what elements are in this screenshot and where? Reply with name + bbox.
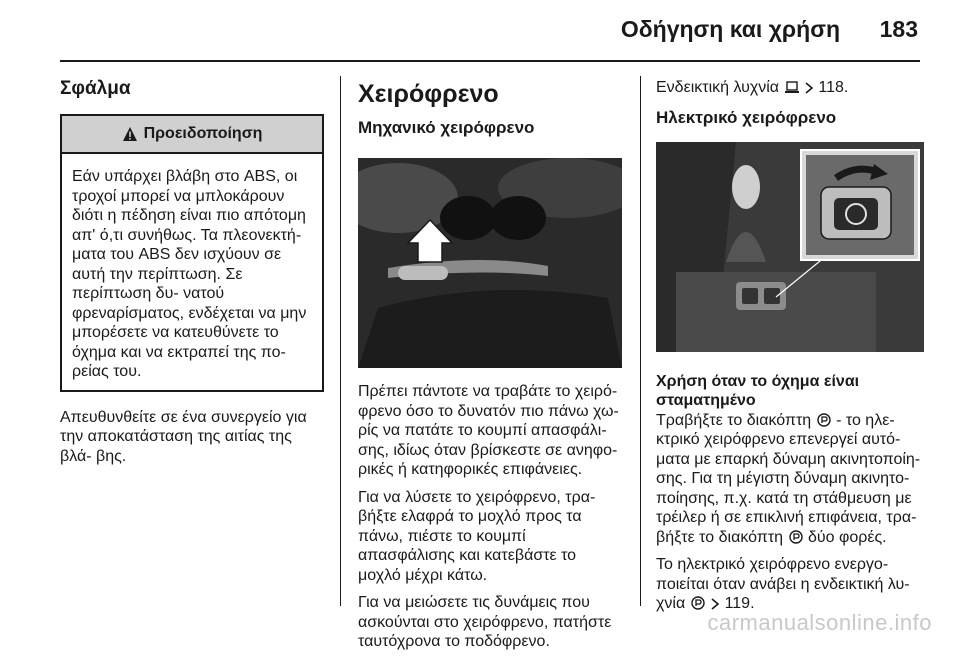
subtitle-mechanical-handbrake: Μηχανικό χειρόφρενο: [358, 118, 535, 137]
subheading-vehicle-stopped: Χρήση όταν το όχημα είναι σταματημένο: [656, 372, 860, 409]
left-column: [60, 78, 324, 474]
electric-p2-a: Το ηλεκτρικό χειρόφρενο ενεργο- ποιείται όταν ανάβει η ενδεικτική λυ- χνία: [656, 556, 910, 612]
fault-body-text: Απευθυνθείτε σε ένα συνεργείο για την αποκατάσταση της αιτίας της βλά- βης.: [60, 408, 307, 465]
page-ref-arrow-icon: [710, 597, 720, 611]
mechanical-paragraph-3: Για να μειώσετε τις δυνάμεις που ασκούνται στο χειρόφρενο, πατήστε ταυτόχρονα το ποδόφρενο.: [358, 594, 612, 650]
mechanical-paragraph-2: Για να λύσετε το χειρόφρενο, τρα- βήξτε ελαφρά το μοχλό προς τα πάνω, πιέστε το κουμπί απασφάλισης και κατεβάστε το μοχλό μέχρι κάτω.: [358, 488, 596, 584]
electric-handbrake-illustration: [656, 142, 924, 352]
warning-title: Προειδοποίηση: [143, 125, 263, 143]
right-column: [656, 78, 924, 622]
warning-box: [60, 114, 324, 392]
warning-header: [62, 116, 322, 154]
subtitle-electric-handbrake: Ηλεκτρικό χειρόφρενο: [656, 107, 837, 127]
electric-paragraph-2: [656, 555, 924, 614]
electric-p1-b: - το ηλε- κτρικό χειρόφρενο επενεργεί αυτό- ματα με επαρκή δύναμη ακινητοποίη- σης. Για τη μέγιστη δύναμη ακινητο- ποίησης, π.χ. κατά τη στάθμευση με τρέιλερ ή σε επικλινή επιφάνεια, τρα- βήξτε το διακόπτη: [656, 411, 921, 546]
header-rule: [60, 60, 920, 62]
electric-handbrake-image: [656, 142, 924, 352]
handbrake-illustration: [358, 158, 622, 368]
parking-brake-icon: [788, 529, 804, 545]
section-title-handbrake: Χειρόφρενο: [358, 80, 499, 108]
indicator-reference: [656, 78, 924, 98]
indicator-page-ref: 118.: [818, 79, 849, 96]
warning-triangle-icon: [122, 126, 138, 142]
section-heading-fault: Σφάλμα: [60, 78, 131, 99]
electric-p1-a: Τραβήξτε το διακόπτη: [656, 411, 812, 429]
page-ref-arrow-icon: [804, 81, 814, 95]
column-divider-1: [340, 76, 341, 606]
parking-brake-icon: [816, 412, 832, 428]
electric-p1-c: δύο φορές.: [807, 528, 887, 546]
column-divider-2: [640, 76, 641, 606]
mechanical-paragraph-1: Πρέπει πάντοτε να τραβάτε το χειρό- φρενο όσο το δυνατόν πιο πάνω χω- ρίς να πατάτε το κουμπί απασφάλι- σης, ιδίως όταν βρίσκεστε σε ανηφο- ρικές ή κατηφορικές επιφάνειες.: [358, 383, 619, 478]
brake-indicator-icon: [784, 81, 800, 95]
mechanical-handbrake-image: [358, 158, 622, 368]
page-title: Οδήγηση και χρήση: [620, 16, 840, 42]
parking-brake-icon: [690, 595, 706, 611]
warning-text: Εάν υπάρχει βλάβη στο ABS, οι τροχοί μπορεί να μπλοκάρουν διότι η πέδηση είναι πιο απότομη απ' ό,τι συνήθως. Τα πλεονεκτή- ματα του ABS δεν ισχύουν σε αυτή την περίπτωση. Σε περίπτωση δυ- νατού φρεναρίσματος, ενδέχεται να μην μπορέσετε να κατευθύνετε το όχημα και να εκτραπεί της πο- ρείας του.: [72, 168, 307, 380]
electric-page-ref: 119.: [724, 595, 755, 612]
indicator-text: Ενδεικτική λυχνία: [656, 79, 780, 96]
page-number: 183: [879, 16, 918, 42]
watermark: carmanualsonline.info: [707, 610, 932, 635]
middle-column: [358, 80, 622, 660]
electric-paragraph-1: [656, 411, 924, 548]
